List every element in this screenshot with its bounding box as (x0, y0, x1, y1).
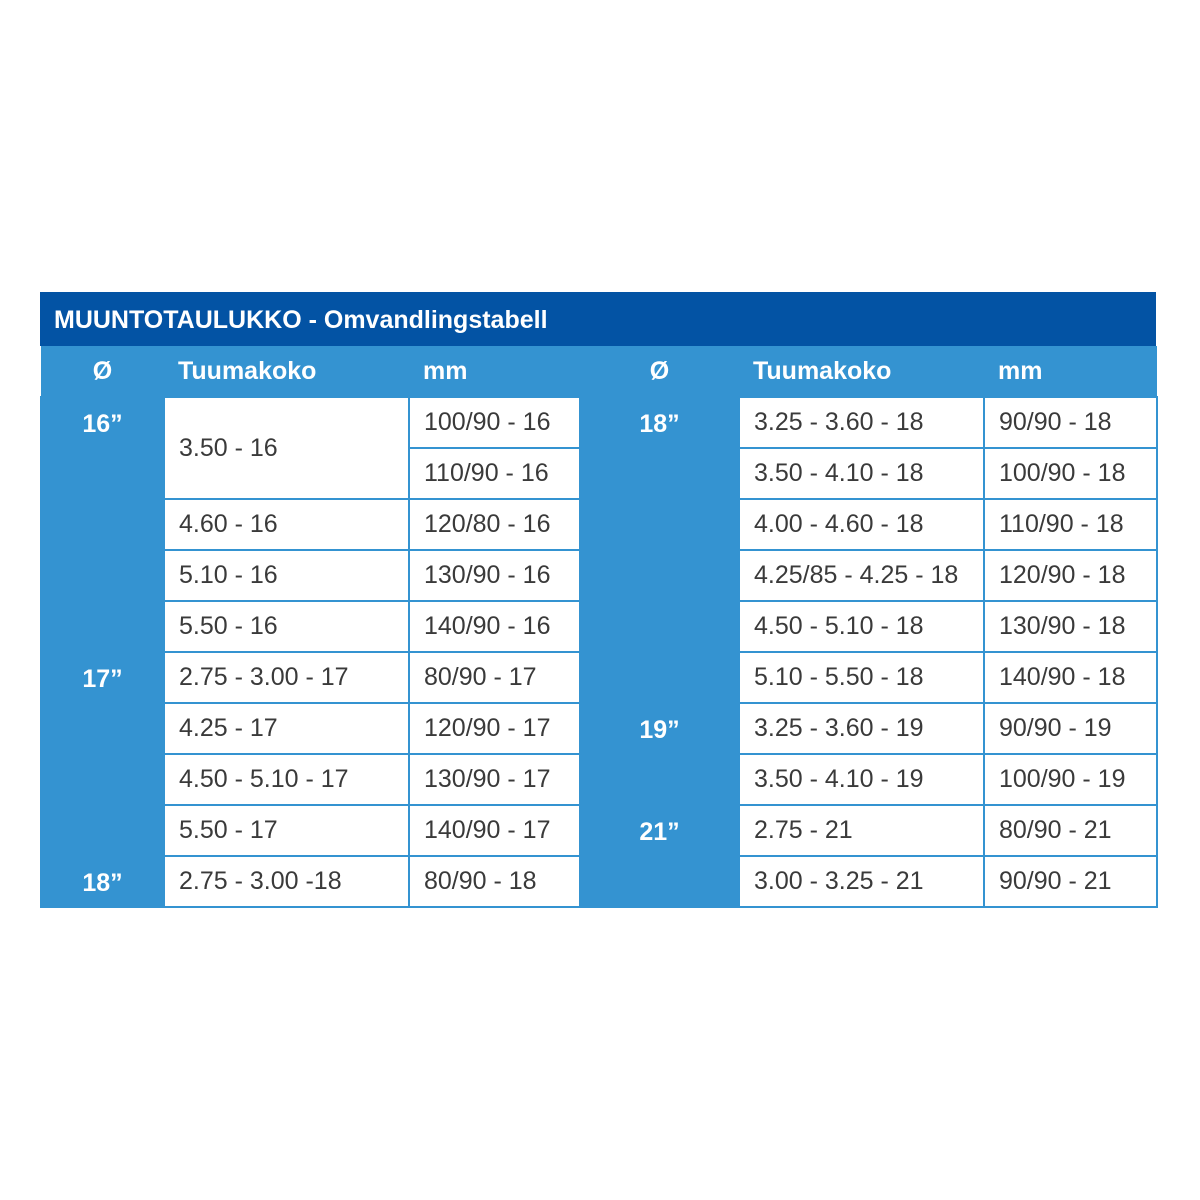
inch-cell: 4.50 - 5.10 - 17 (164, 754, 409, 805)
mm-cell: 120/90 - 17 (409, 703, 580, 754)
inch-cell: 3.50 - 4.10 - 18 (739, 448, 984, 499)
diameter-cell-21: 21” (580, 805, 739, 907)
inch-cell: 4.00 - 4.60 - 18 (739, 499, 984, 550)
mm-cell: 130/90 - 16 (409, 550, 580, 601)
mm-cell: 140/90 - 17 (409, 805, 580, 856)
inch-cell: 5.10 - 16 (164, 550, 409, 601)
inch-cell: 3.25 - 3.60 - 18 (739, 397, 984, 448)
mm-cell: 90/90 - 21 (984, 856, 1157, 907)
mm-cell: 90/90 - 19 (984, 703, 1157, 754)
conversion-grid (40, 346, 1158, 908)
header-inch-right: Tuumakoko (739, 346, 984, 397)
mm-cell: 80/90 - 17 (409, 652, 580, 703)
table-row (41, 397, 1157, 448)
inch-cell: 4.60 - 16 (164, 499, 409, 550)
inch-cell: 3.25 - 3.60 - 19 (739, 703, 984, 754)
mm-cell: 110/90 - 18 (984, 499, 1157, 550)
diameter-cell-18-left: 18” (41, 856, 164, 907)
table-row (41, 805, 1157, 856)
table-row (41, 703, 1157, 754)
mm-cell: 80/90 - 18 (409, 856, 580, 907)
mm-cell: 120/90 - 18 (984, 550, 1157, 601)
diameter-cell-17: 17” (41, 652, 164, 856)
mm-cell: 80/90 - 21 (984, 805, 1157, 856)
header-diameter-left: Ø (41, 346, 164, 397)
mm-cell: 100/90 - 19 (984, 754, 1157, 805)
inch-cell: 3.50 - 16 (164, 397, 409, 499)
header-mm-left: mm (409, 346, 580, 397)
inch-cell: 5.10 - 5.50 - 18 (739, 652, 984, 703)
mm-cell: 140/90 - 16 (409, 601, 580, 652)
inch-cell: 2.75 - 3.00 -18 (164, 856, 409, 907)
inch-cell: 3.50 - 4.10 - 19 (739, 754, 984, 805)
mm-cell: 100/90 - 16 (409, 397, 580, 448)
mm-cell: 140/90 - 18 (984, 652, 1157, 703)
inch-cell: 5.50 - 17 (164, 805, 409, 856)
diameter-cell-18-right: 18” (580, 397, 739, 703)
mm-cell: 110/90 - 16 (409, 448, 580, 499)
mm-cell: 100/90 - 18 (984, 448, 1157, 499)
conversion-table (40, 292, 1156, 908)
header-mm-right: mm (984, 346, 1157, 397)
inch-cell: 5.50 - 16 (164, 601, 409, 652)
inch-cell: 4.25/85 - 4.25 - 18 (739, 550, 984, 601)
inch-cell: 4.50 - 5.10 - 18 (739, 601, 984, 652)
header-inch-left: Tuumakoko (164, 346, 409, 397)
inch-cell: 3.00 - 3.25 - 21 (739, 856, 984, 907)
mm-cell: 130/90 - 17 (409, 754, 580, 805)
mm-cell: 90/90 - 18 (984, 397, 1157, 448)
inch-cell: 4.25 - 17 (164, 703, 409, 754)
table-title: MUUNTOTAULUKKO - Omvandlingstabell (40, 292, 1156, 346)
mm-cell: 120/80 - 16 (409, 499, 580, 550)
inch-cell: 2.75 - 21 (739, 805, 984, 856)
mm-cell: 130/90 - 18 (984, 601, 1157, 652)
diameter-cell-19: 19” (580, 703, 739, 805)
diameter-cell-16: 16” (41, 397, 164, 652)
inch-cell: 2.75 - 3.00 - 17 (164, 652, 409, 703)
column-header-row (41, 346, 1157, 397)
header-diameter-right: Ø (580, 346, 739, 397)
